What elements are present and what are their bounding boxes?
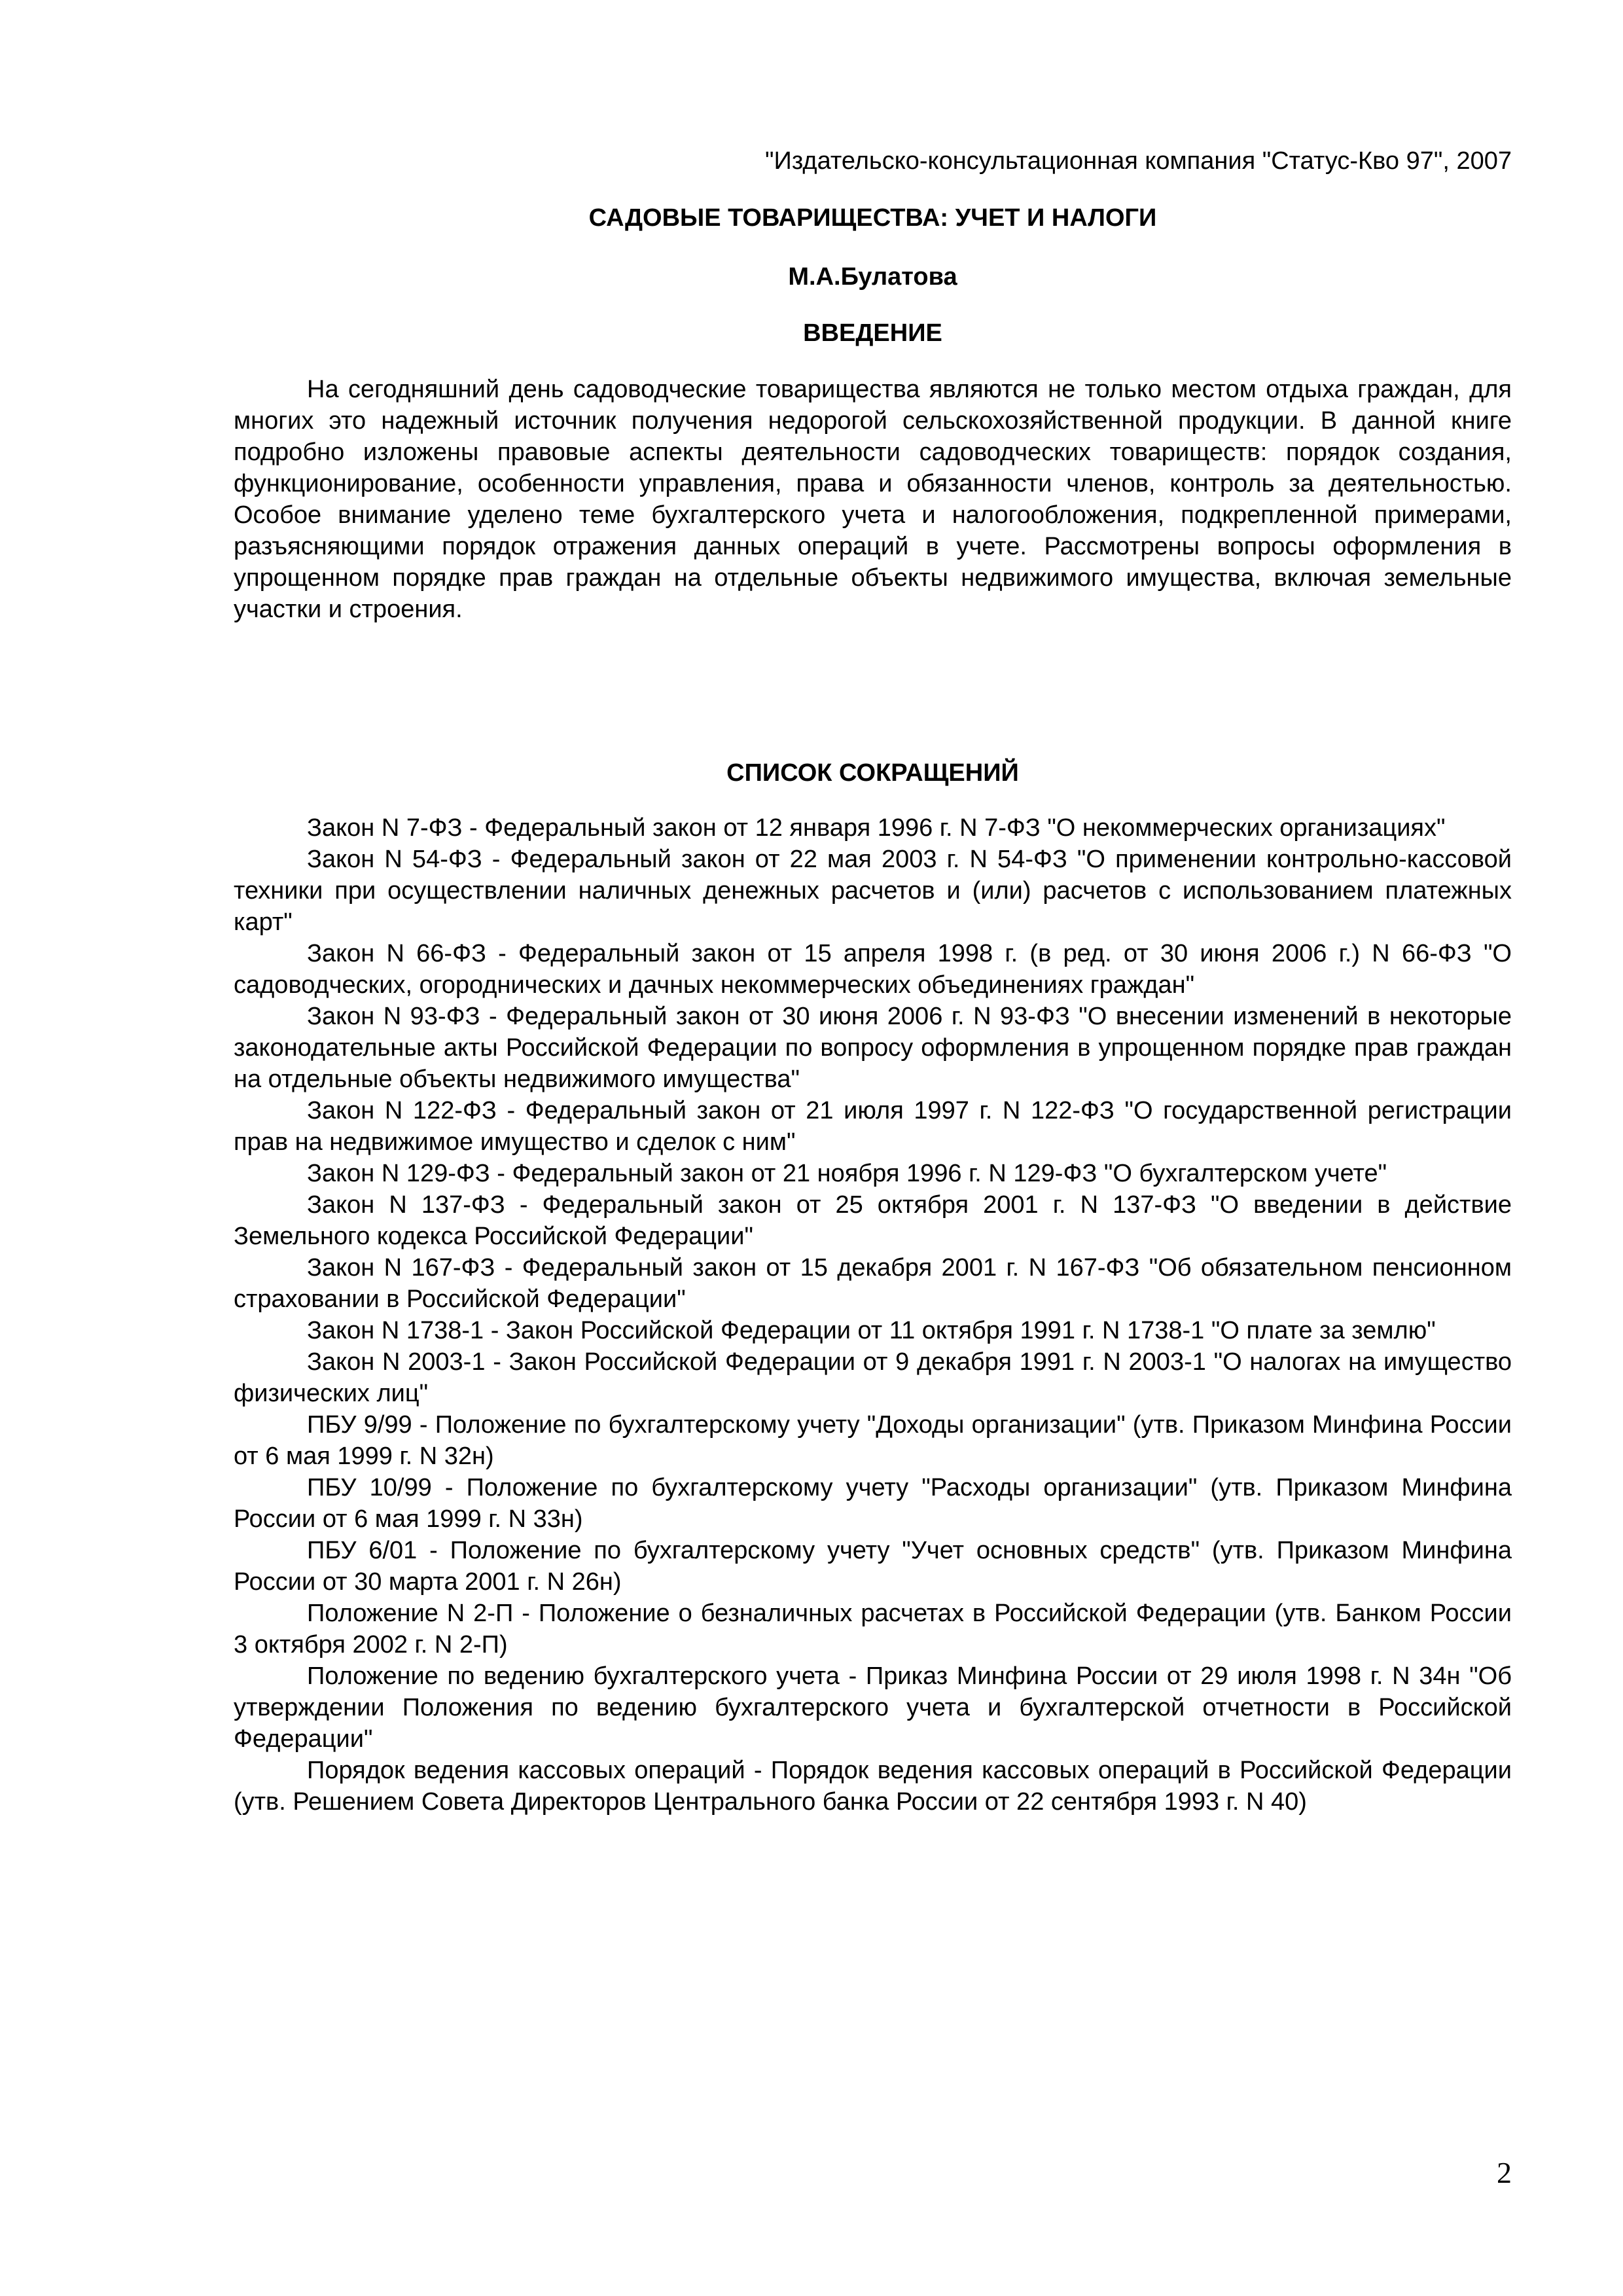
abbreviation-item: Закон N 137-ФЗ - Федеральный закон от 25 октября 2001 г. N 137-ФЗ "О введении в действие Земельного кодекса Российской Федерации" [234, 1191, 1512, 1250]
abbreviation-item: Порядок ведения кассовых операций - Порядок ведения кассовых операций в Российской Федерации (утв. Решением Совета Директоров Центрального банка России от 22 сентября 1993 г. N 40) [234, 1757, 1512, 1816]
abbreviations-list [234, 812, 1512, 1818]
abbreviation-item: Положение N 2-П - Положение о безналичных расчетах в Российской Федерации (утв. Банком России 3 октября 2002 г. N 2-П) [234, 1600, 1512, 1659]
abbreviation-item: Закон N 2003-1 - Закон Российской Федерации от 9 декабря 1991 г. N 2003-1 "О налогах на имущество физических лиц" [234, 1348, 1512, 1407]
abbreviations-heading: СПИСОК СОКРАЩЕНИЙ [726, 759, 1019, 787]
intro-heading: ВВЕДЕНИЕ [803, 319, 942, 347]
author-name: М.А.Булатова [788, 263, 957, 291]
abbreviation-item: Закон N 54-ФЗ - Федеральный закон от 22 мая 2003 г. N 54-ФЗ "О применении контрольно-кассовой техники при осуществлении наличных денежных расчетов и (или) расчетов с использованием платежных карт" [234, 846, 1512, 936]
abbreviation-item: Закон N 93-ФЗ - Федеральный закон от 30 июня 2006 г. N 93-ФЗ "О внесении изменений в некоторые законодательные акты Российской Федерации по вопросу оформления в упрощенном порядке прав граждан на отдельные объекты недвижимого имущества" [234, 1003, 1512, 1093]
abbreviation-item: Закон N 1738-1 - Закон Российской Федерации от 11 октября 1991 г. N 1738-1 "О плате за землю" [307, 1317, 1436, 1344]
abbreviation-item: ПБУ 9/99 - Положение по бухгалтерскому учету "Доходы организации" (утв. Приказом Минфина России от 6 мая 1999 г. N 32н) [234, 1411, 1512, 1470]
abbreviation-item: ПБУ 6/01 - Положение по бухгалтерскому учету "Учет основных средств" (утв. Приказом Минфина России от 30 марта 2001 г. N 26н) [234, 1537, 1512, 1596]
abbreviation-item: ПБУ 10/99 - Положение по бухгалтерскому учету "Расходы организации" (утв. Приказом Минфина России от 6 мая 1999 г. N 33н) [234, 1474, 1512, 1533]
abbreviation-item: Закон N 122-ФЗ - Федеральный закон от 21 июля 1997 г. N 122-ФЗ "О государственной регистрации прав на недвижимое имущество и сделок с ним" [234, 1097, 1512, 1156]
publisher-line: "Издательско-консультационная компания "Статус-Кво 97", 2007 [765, 147, 1512, 175]
abbreviation-item: Положение по ведению бухгалтерского учета - Приказ Минфина России от 29 июля 1998 г. N 34н "Об утверждении Положения по ведению бухгалтерского учета и бухгалтерской отчетности в Российской Федерации" [234, 1662, 1512, 1753]
abbreviation-item: Закон N 7-ФЗ - Федеральный закон от 12 января 1996 г. N 7-ФЗ "О некоммерческих организациях" [307, 814, 1446, 842]
page-content [234, 145, 1512, 1818]
abbreviation-item: Закон N 129-ФЗ - Федеральный закон от 21 ноября 1996 г. N 129-ФЗ "О бухгалтерском учете" [307, 1160, 1387, 1187]
document-title: САДОВЫЕ ТОВАРИЩЕСТВА: УЧЕТ И НАЛОГИ [588, 204, 1157, 232]
abbreviation-item: Закон N 167-ФЗ - Федеральный закон от 15 декабря 2001 г. N 167-ФЗ "Об обязательном пенсионном страховании в Российской Федерации" [234, 1254, 1512, 1313]
intro-paragraph: На сегодняшний день садоводческие товарищества являются не только местом отдыха граждан, для многих это надежный источник получения недорогой сельскохозяйственной продукции. В данной книге подробно изложены правовые аспекты деятельности садоводческих товариществ: порядок создания, функционирование, особенности управления, права и обязанности членов, контроль за деятельностью. Особое внимание уделено теме бухгалтерского учета и налогообложения, подкрепленной примерами, разъясняющими порядок отражения данных операций в учете. Рассмотрены вопросы оформления в упрощенном порядке прав граждан на отдельные объекты недвижимого имущества, включая земельные участки и строения. [234, 376, 1512, 623]
abbreviation-item: Закон N 66-ФЗ - Федеральный закон от 15 апреля 1998 г. (в ред. от 30 июня 2006 г.) N 66-ФЗ "О садоводческих, огороднических и дачных некоммерческих объединениях граждан" [234, 940, 1512, 999]
page-number: 2 [1497, 2156, 1512, 2189]
